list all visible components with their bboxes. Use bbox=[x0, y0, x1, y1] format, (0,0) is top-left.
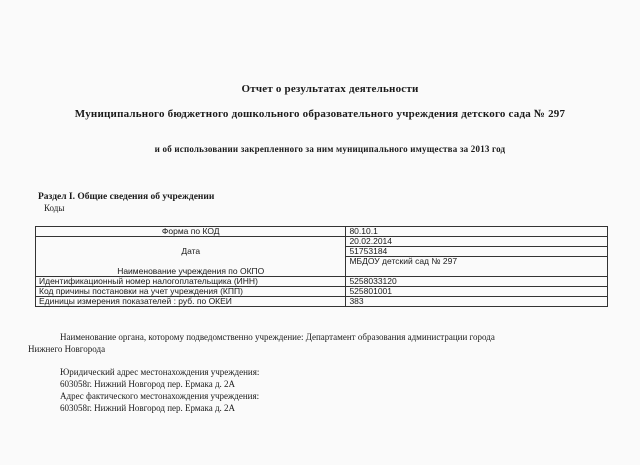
table-cell-value: МБДОУ детский сад № 297 bbox=[346, 257, 608, 277]
section-heading: Раздел I. Общие сведения об учреждении bbox=[38, 192, 215, 202]
table-row bbox=[36, 297, 608, 307]
table-cell-value: 525801001 bbox=[346, 287, 608, 297]
organ-text-line2: Нижнего Новгорода bbox=[28, 344, 106, 354]
table-cell-label: Единицы измерения показателей : руб. по ОКЕИ bbox=[36, 297, 346, 307]
legal-address-label: Юридический адрес местонахождения учреждения: bbox=[60, 367, 260, 377]
table-cell-label: Идентификационный номер налогоплательщика (ИНН) bbox=[36, 277, 346, 287]
actual-address-label: Адрес фактического местонахождения учреждения: bbox=[60, 391, 260, 401]
table-cell-label: Форма по КОД bbox=[36, 227, 346, 237]
report-subtitle-period: и об использовании закрепленного за ним муниципального имущества за 2013 год bbox=[154, 144, 506, 154]
table-cell-value: 5258033120 bbox=[346, 277, 608, 287]
table-row bbox=[36, 277, 608, 287]
table-row bbox=[36, 237, 608, 247]
report-subtitle: Муниципального бюджетного дошкольного образовательного учреждения детского сада № 297 bbox=[74, 108, 566, 120]
codes-label: Коды bbox=[44, 203, 65, 213]
table-row bbox=[36, 287, 608, 297]
table-row bbox=[36, 257, 608, 277]
table-cell-value: 80.10.1 bbox=[346, 227, 608, 237]
table-cell-label: Наименование учреждения по ОКПО bbox=[36, 257, 346, 277]
table-cell-value: 383 bbox=[346, 297, 608, 307]
address-block bbox=[60, 366, 259, 414]
table-cell-value: 51753184 bbox=[346, 247, 608, 257]
legal-address-value: 603058г. Нижний Новгород пер. Ермака д. 2А bbox=[60, 379, 236, 389]
table-cell-value: 20.02.2014 bbox=[346, 237, 608, 247]
report-title: Отчет о результатах деятельности bbox=[241, 83, 419, 95]
general-info-table bbox=[35, 226, 608, 307]
table-cell-label bbox=[36, 237, 346, 247]
table-row bbox=[36, 247, 608, 257]
table-cell-label: Код причины постановки на учет учреждения (КПП) bbox=[36, 287, 346, 297]
organ-text-line1: Наименование органа, которому подведомственно учреждение: Департамент образования администрации города bbox=[60, 332, 495, 342]
table-cell-label: Дата bbox=[36, 247, 346, 257]
table-row bbox=[36, 227, 608, 237]
actual-address-value: 603058г. Нижний Новгород пер. Ермака д. 2А bbox=[60, 403, 236, 413]
